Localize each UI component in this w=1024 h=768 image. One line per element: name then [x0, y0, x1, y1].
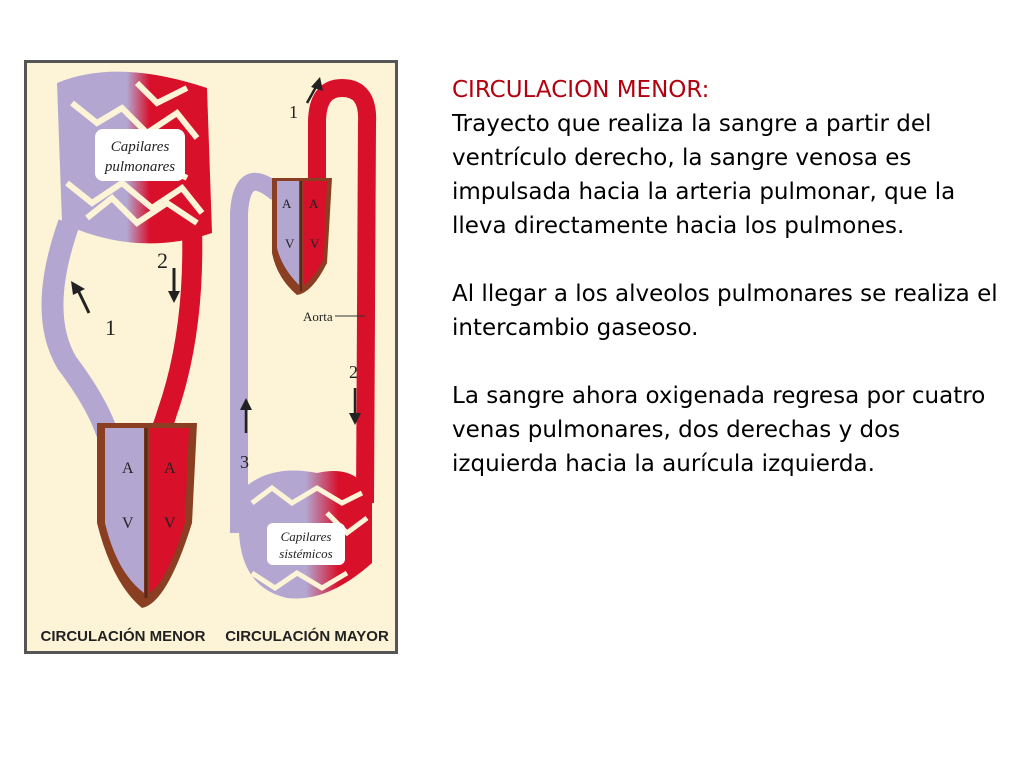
- major-step-3: 3: [240, 452, 249, 472]
- minor-ventricle-right-label: V: [164, 515, 176, 532]
- capilares-pulmonares-label-1: Capilares: [110, 139, 170, 155]
- caption-circulacion-menor: CIRCULACIÓN MENOR: [40, 628, 206, 645]
- major-atrium-left-label: A: [282, 196, 292, 211]
- major-step-1: 1: [289, 102, 298, 122]
- minor-step-1: 1: [105, 315, 116, 340]
- paragraph-spacer: [452, 243, 1012, 277]
- systemic-capillaries: [239, 471, 372, 599]
- paragraph-trayecto: Trayecto que realiza la sangre a partir del ventrículo derecho, la sangre venosa es impulsada hacia la arteria pulmonar, que la lleva directamente hacia los pulmones.: [452, 111, 956, 239]
- pulmonary-capillaries: [57, 72, 212, 244]
- minor-vein-vessel: [52, 223, 107, 433]
- circulation-diagram: [24, 60, 398, 654]
- capilares-sistemicos-label-1: Capilares: [280, 529, 332, 544]
- major-aorta-vessel: [317, 88, 367, 503]
- major-ventricle-left-label: V: [285, 236, 295, 251]
- paragraph-sangre-oxigenada: La sangre ahora oxigenada regresa por cuatro venas pulmonares, dos derechas y dos izquierda hacia la aurícula izquierda.: [452, 383, 986, 477]
- major-atrium-right-label: A: [309, 196, 319, 211]
- minor-atrium-left-label: A: [122, 460, 134, 477]
- major-ventricle-right-label: V: [310, 236, 320, 251]
- minor-heart: [97, 423, 197, 608]
- minor-arrows: [71, 268, 180, 313]
- circulation-svg: [27, 63, 395, 651]
- paragraph-spacer: [452, 345, 1012, 379]
- aorta-label: Aorta: [303, 309, 333, 324]
- minor-artery-vessel: [147, 228, 192, 440]
- paragraph-alveolos: Al llegar a los alveolos pulmonares se realiza el intercambio gaseoso.: [452, 281, 998, 341]
- major-heart: [272, 178, 332, 295]
- capilares-pulmonares-label-2: pulmonares: [104, 159, 176, 175]
- minor-atrium-right-label: A: [164, 460, 176, 477]
- minor-step-2: 2: [157, 248, 168, 273]
- heading-circulacion-menor: CIRCULACION MENOR:: [452, 77, 710, 103]
- capilares-sistemicos-label-2: sistémicos: [279, 546, 333, 561]
- minor-ventricle-left-label: V: [122, 515, 134, 532]
- major-step-2: 2: [349, 362, 358, 382]
- explanation-text: [452, 73, 1012, 481]
- caption-circulacion-mayor: CIRCULACIÓN MAYOR: [225, 628, 389, 645]
